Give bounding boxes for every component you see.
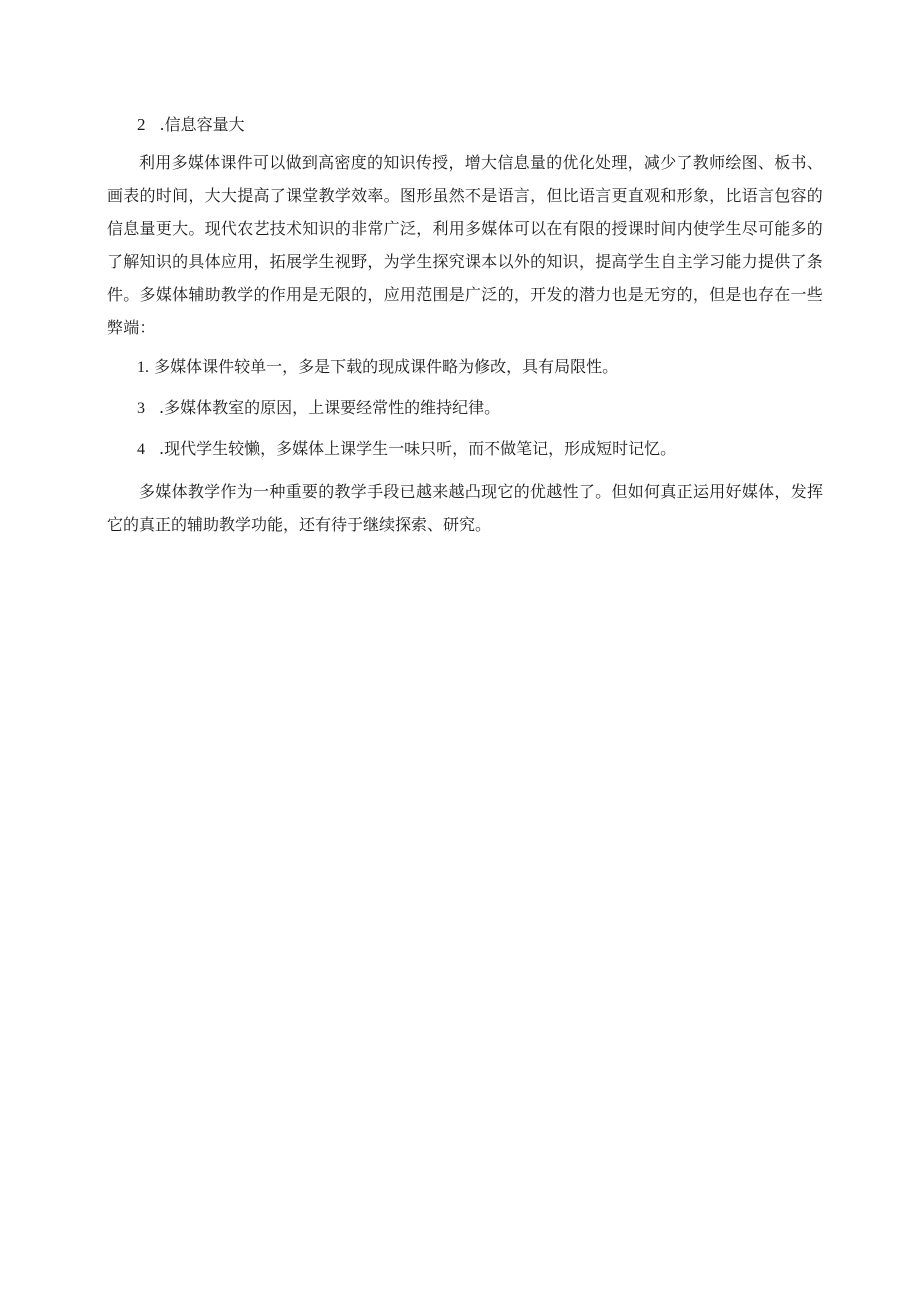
document-body [107,110,823,541]
list-item [107,434,823,465]
list-item-number: 1. [137,359,149,376]
list-item-text: .现代学生较懒，多媒体上课学生一味只听，而不做笔记，形成短时记忆。 [159,439,677,458]
list-item [107,352,823,383]
list-item-text: .多媒体教室的原因，上课要经常性的维持纪律。 [159,398,501,417]
section-number: 2 [137,115,146,134]
list-item-text: 多媒体课件较单一，多是下载的现成课件略为修改，具有局限性。 [154,357,619,376]
list-item [107,393,823,424]
list-item-number: 3 [137,400,145,417]
closing-paragraph: 多媒体教学作为一种重要的教学手段已越来越凸现它的优越性了。但如何真正运用好媒体，发挥它的真正的辅助教学功能，还有待于继续探索、研究。 [107,482,823,534]
list-item-number: 4 [137,441,145,458]
section-title: .信息容量大 [159,115,245,134]
section-heading [107,110,823,140]
body-paragraph: 利用多媒体课件可以做到高密度的知识传授，增大信息量的优化处理，减少了教师绘图、板书、画表的时间，大大提高了课堂教学效率。图形虽然不是语言，但比语言更直观和形象，比语言包容的信息量更大。现代农艺技术知识的非常广泛，利用多媒体可以在有限的授课时间内使学生尽可能多的了解知识的具体应用，拓展学生视野，为学生探究课本以外的知识，提高学生自主学习能力提供了条件。多媒体辅助教学的作用是无限的，应用范围是广泛的，开发的潜力也是无穷的，但是也存在一些弊端： [107,153,823,337]
